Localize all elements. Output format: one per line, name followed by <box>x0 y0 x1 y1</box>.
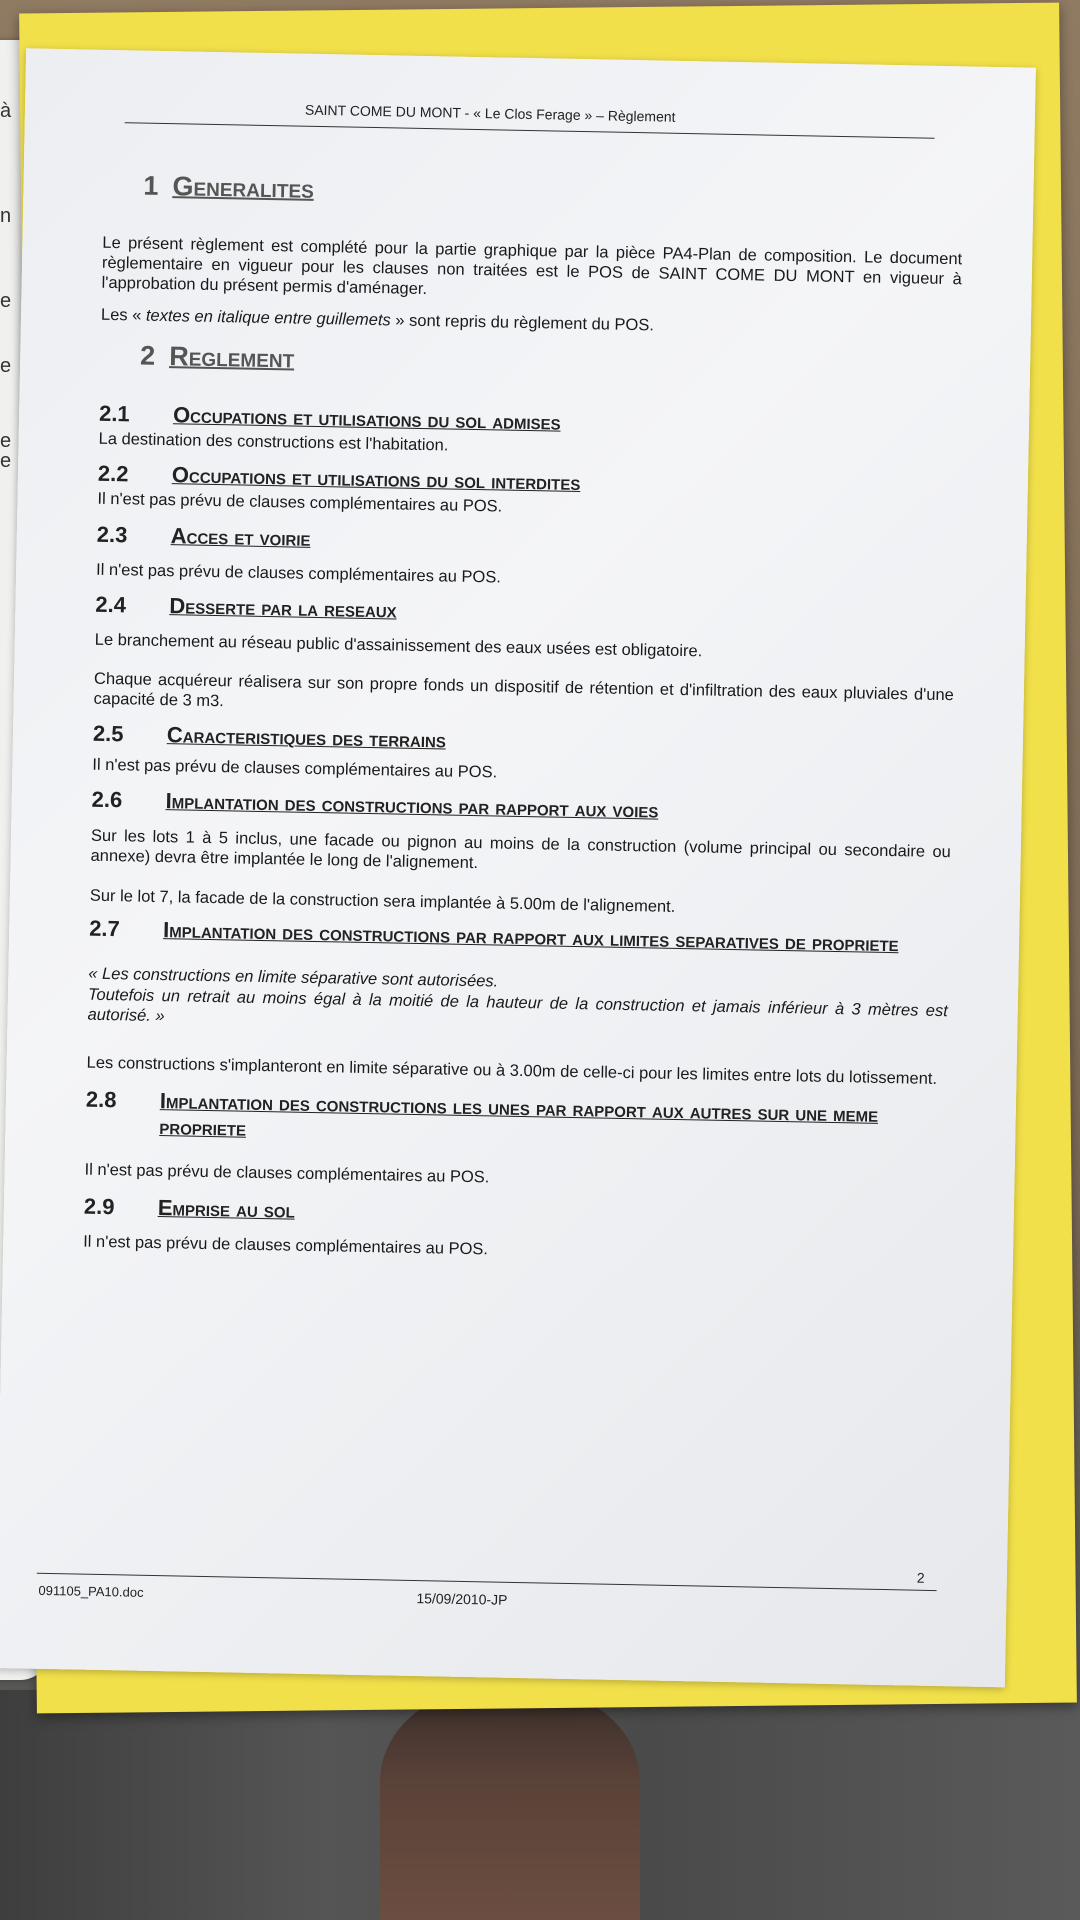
subsection-number: 2.4 <box>95 591 127 618</box>
adjacent-page-glyph: n <box>0 205 12 227</box>
paragraph: Le branchement au réseau public d'assainissement des eaux usées est obligatoire. <box>94 631 703 661</box>
section-number: 2 <box>139 340 156 371</box>
subsection-title: Acces et voirie <box>170 522 311 551</box>
section-title: Reglement <box>168 340 295 374</box>
subsection-title: Occupations et utilisations du sol interdites <box>171 462 581 496</box>
subsection-title: Desserte par la reseaux <box>169 593 397 623</box>
sandal-foot <box>380 1690 640 1920</box>
subsection-title: Implantation des constructions par rapport aux limites separatives de propriete <box>162 917 899 957</box>
paragraph: Il n'est pas prévu de clauses complémentaires au POS. <box>95 560 502 587</box>
paragraph: Il n'est pas prévu de clauses complémentaires au POS. <box>84 1160 490 1187</box>
footer-rule <box>37 1573 937 1591</box>
paragraph: Sur les lots 1 à 5 inclus, une facade ou pignon au moins de la construction (volume principal ou secondaire ou annexe) devra être implantée le long de l'alignement. <box>90 826 952 872</box>
subsection-heading <box>95 592 955 635</box>
subsection-title: Occupations et utilisations du sol admises <box>172 401 561 435</box>
paragraph: Sur le lot 7, la facade de la construction sera implantée à 5.00m de l'alignement. <box>89 886 676 916</box>
subsection-number: 2.2 <box>97 460 129 487</box>
paragraph: Chaque acquéreur réalisera sur son propre fonds un dispositif de rétention et d'infiltration des eaux pluviales d'une capacité de 3 m3. <box>93 669 955 710</box>
subsection-number: 2.7 <box>88 915 121 942</box>
document-body <box>83 150 964 1269</box>
subsection-title: Implantation des constructions par rapport aux voies <box>165 788 659 823</box>
running-header: SAINT COME DU MONT - « Le Clos Ferage » – Règlement <box>304 101 676 125</box>
footer-date: 15/09/2010-JP <box>416 1590 508 1608</box>
header-rule <box>125 122 935 139</box>
paragraph: La destination des constructions est l'habitation. <box>98 429 449 455</box>
document-page <box>0 48 1036 1687</box>
subsection-title: Caracteristiques des terrains <box>166 721 447 753</box>
footer-filename: 091105_PA10.doc <box>38 1582 144 1600</box>
italic-text: textes en italique entre guillemets <box>145 307 391 330</box>
quote-line: « Les constructions en limite séparative sont autorisées. <box>88 965 499 992</box>
section-heading <box>143 171 963 218</box>
quoted-paragraph <box>87 964 948 1041</box>
paragraph: Il n'est pas prévu de clauses complémentaires au POS. <box>92 755 498 782</box>
page-number: 2 <box>916 1569 925 1586</box>
paragraph: Il n'est pas prévu de clauses complémentaires au POS. <box>83 1232 489 1259</box>
section-heading <box>140 340 960 387</box>
paragraph: Le présent règlement est complété pour la partie graphique par la pièce PA4-Plan de composition. Le document règlementaire en vigueur pour les clauses non traitées est le POS de SAINT COME DU MONT en vigueur à l'approbation du présent permis d'aménager. <box>101 233 963 299</box>
adjacent-page-glyph: e <box>0 290 12 312</box>
subsection-heading <box>97 521 957 564</box>
paragraph: Il n'est pas prévu de clauses complémentaires au POS. <box>97 490 503 516</box>
subsection-title: Emprise au sol <box>157 1194 296 1223</box>
subsection-number: 2.5 <box>92 720 124 747</box>
subsection-number: 2.3 <box>96 521 128 547</box>
subsection-heading <box>89 916 949 959</box>
paragraph-text: » sont repris du règlement du POS. <box>390 311 655 335</box>
section-title: Generalites <box>172 171 315 204</box>
adjacent-page-glyph: e <box>0 355 12 377</box>
paragraph <box>101 305 961 342</box>
subsection-number: 2.1 <box>98 400 130 426</box>
subsection-number: 2.8 <box>85 1086 117 1113</box>
subsection-heading <box>85 1087 946 1156</box>
subsection-heading <box>91 787 951 830</box>
subsection-number: 2.9 <box>83 1193 115 1220</box>
subsection-number: 2.6 <box>91 787 123 813</box>
adjacent-page-glyph: à <box>0 100 12 122</box>
subsection-title: Implantation des constructions les unes par rapport aux autres sur une meme propriete <box>159 1088 879 1142</box>
section-number: 1 <box>143 170 159 201</box>
subsection-heading <box>84 1194 944 1237</box>
paragraph: Les constructions s'implanteront en limite séparative ou à 3.00m de celle-ci pour les limites entre lots du lotissement. <box>86 1053 938 1088</box>
adjacent-page-glyph: e <box>0 450 12 472</box>
adjacent-page-glyph: e <box>0 430 12 452</box>
paragraph-text: Les « <box>100 306 147 326</box>
quote-line: Toutefois un retrait au moins égal à la moitié de la hauteur de la construction et jamais inférieur à 3 mètres est autorisé. » <box>87 985 948 1025</box>
